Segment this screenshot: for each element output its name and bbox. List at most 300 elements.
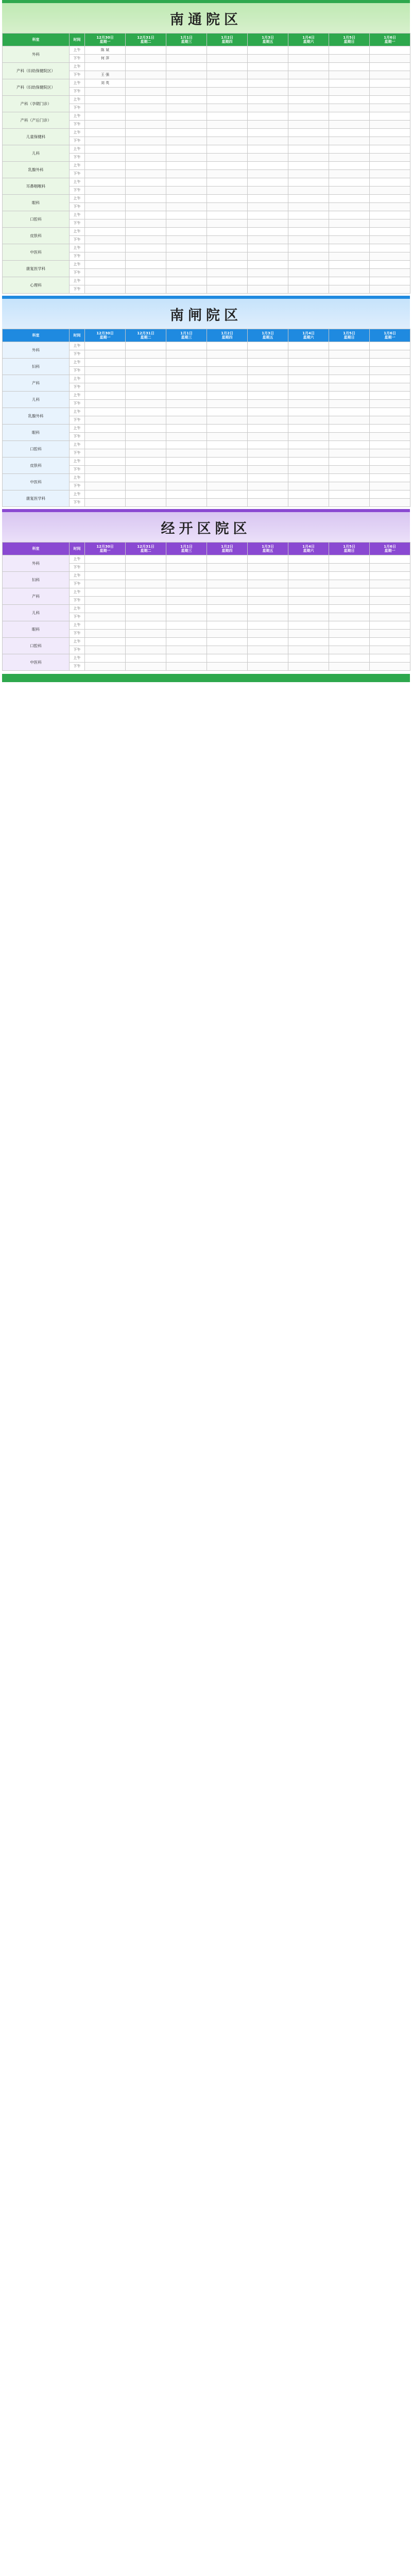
doctor-cell [207, 79, 248, 88]
doctor-cell [166, 145, 207, 154]
doctor-cell [207, 588, 248, 597]
header-date [288, 329, 329, 342]
doctor-cell [126, 416, 166, 425]
session-cell: 上午 [70, 96, 85, 104]
header-date-text: 1月1日 [180, 544, 193, 549]
doctor-cell [288, 203, 329, 211]
doctor-cell [370, 605, 410, 613]
doctor-cell [248, 564, 288, 572]
doctor-cell [207, 178, 248, 187]
doctor-cell [207, 162, 248, 170]
doctor-cell [166, 228, 207, 236]
doctor-cell [85, 375, 126, 383]
doctor-cell [329, 244, 370, 252]
doctor-cell [370, 425, 410, 433]
table-row [3, 654, 410, 663]
doctor-cell [370, 129, 410, 137]
doctor-cell [288, 170, 329, 178]
doctor-cell [329, 88, 370, 96]
doctor-cell [370, 88, 410, 96]
doctor-cell [370, 269, 410, 277]
doctor-cell [126, 572, 166, 580]
doctor-cell [248, 499, 288, 507]
doctor-cell [166, 654, 207, 663]
doctor-cell [166, 555, 207, 564]
doctor-cell [207, 367, 248, 375]
session-cell: 下午 [70, 236, 85, 244]
doctor-cell [248, 137, 288, 145]
doctor-cell [166, 170, 207, 178]
doctor-cell [126, 580, 166, 588]
doctor-cell [288, 433, 329, 441]
session-cell: 上午 [70, 261, 85, 269]
doctor-cell [85, 96, 126, 104]
doctor-cell [248, 613, 288, 621]
dept-cell: 儿童保健科 [3, 129, 70, 145]
doctor-cell [329, 203, 370, 211]
doctor-cell [288, 449, 329, 457]
session-cell: 下午 [70, 564, 85, 572]
doctor-cell [166, 621, 207, 630]
doctor-cell [288, 646, 329, 654]
doctor-cell [370, 646, 410, 654]
doctor-cell [329, 400, 370, 408]
doctor-cell [288, 121, 329, 129]
header-date-text: 1月5日 [343, 544, 355, 549]
doctor-cell [370, 252, 410, 261]
session-cell: 上午 [70, 178, 85, 187]
doctor-cell [329, 46, 370, 55]
doctor-cell [370, 79, 410, 88]
doctor-cell [288, 277, 329, 285]
doctor-cell [329, 228, 370, 236]
header-session: 时间 [70, 33, 85, 46]
doctor-cell [329, 621, 370, 630]
doctor-cell [166, 129, 207, 137]
doctor-cell [329, 211, 370, 219]
doctor-cell [288, 482, 329, 490]
doctor-cell [248, 277, 288, 285]
session-cell: 下午 [70, 55, 85, 63]
doctor-cell [370, 285, 410, 294]
doctor-cell [126, 170, 166, 178]
doctor-cell [85, 195, 126, 203]
header-weekday-text: 星期日 [344, 40, 355, 44]
doctor-cell [85, 613, 126, 621]
table-row [3, 211, 410, 219]
doctor-cell [166, 285, 207, 294]
doctor-cell [329, 285, 370, 294]
header-date [288, 33, 329, 46]
doctor-cell [126, 46, 166, 55]
doctor-cell [370, 572, 410, 580]
doctor-cell [85, 236, 126, 244]
session-cell: 上午 [70, 228, 85, 236]
table-row [3, 261, 410, 269]
doctor-cell [85, 383, 126, 392]
doctor-cell [207, 392, 248, 400]
doctor-cell [288, 162, 329, 170]
header-date [329, 329, 370, 342]
doctor-cell [85, 663, 126, 671]
session-cell: 上午 [70, 342, 85, 350]
doctor-cell [126, 244, 166, 252]
table-row [3, 555, 410, 564]
doctor-cell [166, 613, 207, 621]
table-row [3, 392, 410, 400]
doctor-cell [248, 228, 288, 236]
doctor-cell [370, 597, 410, 605]
doctor-cell [370, 499, 410, 507]
doctor-cell [370, 187, 410, 195]
doctor-cell [126, 285, 166, 294]
doctor-cell [370, 449, 410, 457]
doctor-cell [370, 170, 410, 178]
dept-cell: 儿科 [3, 392, 70, 408]
doctor-cell [85, 638, 126, 646]
doctor-cell [85, 433, 126, 441]
doctor-cell [329, 55, 370, 63]
doctor-cell [207, 261, 248, 269]
dept-cell: 皮肤科 [3, 228, 70, 244]
header-date [166, 329, 207, 342]
header-weekday-text: 星期二 [140, 335, 151, 340]
doctor-cell [248, 129, 288, 137]
table-row [3, 621, 410, 630]
doctor-cell [288, 392, 329, 400]
doctor-cell [248, 154, 288, 162]
doctor-cell [126, 646, 166, 654]
doctor-cell [126, 499, 166, 507]
doctor-cell [288, 383, 329, 392]
doctor-cell [288, 605, 329, 613]
doctor-cell [329, 71, 370, 79]
doctor-cell [329, 342, 370, 350]
doctor-cell [207, 236, 248, 244]
doctor-cell [370, 63, 410, 71]
doctor-cell [288, 342, 329, 350]
dept-cell: 产科（产后门诊） [3, 112, 70, 129]
header-date-text: 12月30日 [96, 35, 114, 40]
doctor-cell [85, 342, 126, 350]
doctor-cell [288, 408, 329, 416]
doctor-cell [126, 145, 166, 154]
doctor-cell [248, 466, 288, 474]
session-cell: 下午 [70, 252, 85, 261]
doctor-cell [370, 400, 410, 408]
doctor-cell [85, 555, 126, 564]
doctor-cell [166, 638, 207, 646]
doctor-cell [85, 178, 126, 187]
doctor-cell [166, 342, 207, 350]
doctor-cell [207, 112, 248, 121]
doctor-cell [329, 654, 370, 663]
session-cell: 下午 [70, 71, 85, 79]
doctor-cell [166, 137, 207, 145]
doctor-cell [126, 449, 166, 457]
doctor-cell [126, 383, 166, 392]
doctor-cell [370, 104, 410, 112]
doctor-cell [370, 55, 410, 63]
header-date [329, 543, 370, 555]
doctor-cell [288, 178, 329, 187]
doctor-cell [288, 145, 329, 154]
header-weekday-text: 星期一 [99, 549, 111, 553]
doctor-cell [248, 79, 288, 88]
header-date [126, 329, 166, 342]
doctor-cell [288, 359, 329, 367]
doctor-cell [85, 490, 126, 499]
doctor-cell [85, 162, 126, 170]
doctor-cell [85, 416, 126, 425]
doctor-cell [370, 433, 410, 441]
doctor-cell [166, 588, 207, 597]
doctor-cell [207, 621, 248, 630]
doctor-cell [370, 580, 410, 588]
doctor-cell [85, 211, 126, 219]
doctor-cell [207, 137, 248, 145]
doctor-cell [207, 564, 248, 572]
doctor-cell [329, 588, 370, 597]
doctor-cell [207, 129, 248, 137]
doctor-cell [329, 236, 370, 244]
session-cell: 下午 [70, 433, 85, 441]
doctor-cell [288, 572, 329, 580]
doctor-cell [329, 145, 370, 154]
doctor-cell [85, 457, 126, 466]
doctor-cell [248, 630, 288, 638]
doctor-cell [85, 646, 126, 654]
doctor-cell [166, 211, 207, 219]
doctor-cell [329, 597, 370, 605]
doctor-cell [166, 482, 207, 490]
doctor-cell [248, 236, 288, 244]
doctor-cell [207, 96, 248, 104]
doctor-cell [207, 88, 248, 96]
doctor-cell [370, 416, 410, 425]
doctor-cell [207, 408, 248, 416]
doctor-cell [288, 441, 329, 449]
doctor-cell [126, 342, 166, 350]
session-cell: 上午 [70, 588, 85, 597]
doctor-cell [370, 350, 410, 359]
doctor-cell [248, 112, 288, 121]
session-cell: 下午 [70, 383, 85, 392]
table-row [3, 112, 410, 121]
doctor-cell [166, 236, 207, 244]
doctor-cell [288, 564, 329, 572]
header-weekday-text: 星期三 [181, 40, 192, 44]
session-cell: 上午 [70, 408, 85, 416]
doctor-cell [248, 63, 288, 71]
header-weekday-text: 星期一 [384, 335, 396, 340]
doctor-cell [126, 425, 166, 433]
header-weekday-text: 星期一 [99, 40, 111, 44]
doctor-cell [207, 154, 248, 162]
doctor-cell [166, 605, 207, 613]
table-row [3, 46, 410, 55]
doctor-cell [329, 572, 370, 580]
session-cell: 下午 [70, 482, 85, 490]
header-weekday-text: 星期五 [262, 40, 273, 44]
doctor-cell [207, 425, 248, 433]
doctor-cell [248, 654, 288, 663]
schedule-table [2, 542, 410, 671]
doctor-cell [85, 499, 126, 507]
doctor-cell [329, 375, 370, 383]
doctor-cell [329, 261, 370, 269]
doctor-cell [126, 79, 166, 88]
doctor-cell [166, 499, 207, 507]
header-date-text: 1月3日 [262, 35, 274, 40]
header-dept: 科室 [3, 33, 70, 46]
doctor-cell [207, 383, 248, 392]
doctor-cell [126, 269, 166, 277]
header-date-text: 1月2日 [221, 35, 233, 40]
session-cell: 上午 [70, 112, 85, 121]
dept-cell: 中医科 [3, 654, 70, 671]
doctor-cell [288, 400, 329, 408]
doctor-cell [370, 408, 410, 416]
session-cell: 上午 [70, 63, 85, 71]
header-date-text: 12月31日 [137, 331, 154, 335]
doctor-cell [248, 178, 288, 187]
session-cell: 下午 [70, 219, 85, 228]
header-weekday-text: 星期二 [140, 40, 151, 44]
doctor-cell [207, 441, 248, 449]
doctor-cell [166, 154, 207, 162]
dept-cell: 耳鼻咽喉科 [3, 178, 70, 195]
doctor-cell [370, 145, 410, 154]
table-row [3, 244, 410, 252]
doctor-cell [329, 474, 370, 482]
session-cell: 下午 [70, 580, 85, 588]
doctor-cell [166, 564, 207, 572]
doctor-cell [126, 137, 166, 145]
header-date-text: 1月6日 [384, 544, 396, 549]
header-weekday-text: 星期三 [181, 335, 192, 340]
session-cell: 下午 [70, 350, 85, 359]
doctor-cell [85, 466, 126, 474]
doctor-cell [329, 457, 370, 466]
header-date [85, 33, 126, 46]
doctor-cell [370, 482, 410, 490]
header-weekday-text: 星期三 [181, 549, 192, 553]
doctor-cell [329, 646, 370, 654]
doctor-cell [126, 162, 166, 170]
doctor-cell [248, 646, 288, 654]
doctor-cell [207, 71, 248, 79]
doctor-cell [370, 71, 410, 79]
doctor-cell [329, 425, 370, 433]
doctor-cell [248, 203, 288, 211]
doctor-cell [126, 55, 166, 63]
doctor-cell [370, 162, 410, 170]
doctor-cell [288, 137, 329, 145]
session-cell: 下午 [70, 400, 85, 408]
footer-bar [2, 674, 410, 682]
doctor-cell [329, 441, 370, 449]
doctor-cell [329, 252, 370, 261]
doctor-cell [248, 350, 288, 359]
doctor-cell [248, 261, 288, 269]
doctor-cell [207, 580, 248, 588]
doctor-cell [166, 425, 207, 433]
header-date [166, 543, 207, 555]
doctor-cell [248, 170, 288, 178]
doctor-cell [207, 219, 248, 228]
header-weekday-text: 星期日 [344, 335, 355, 340]
doctor-cell [329, 367, 370, 375]
table-row [3, 572, 410, 580]
doctor-cell [288, 96, 329, 104]
doctor-cell [248, 621, 288, 630]
doctor-cell [370, 359, 410, 367]
doctor-cell [248, 392, 288, 400]
doctor-cell [126, 187, 166, 195]
doctor-cell [370, 457, 410, 466]
doctor-cell [126, 408, 166, 416]
header-weekday-text: 星期日 [344, 549, 355, 553]
header-weekday-text: 星期四 [221, 549, 233, 553]
doctor-cell [370, 490, 410, 499]
doctor-cell [85, 605, 126, 613]
doctor-cell [85, 425, 126, 433]
session-cell: 上午 [70, 79, 85, 88]
doctor-cell [126, 211, 166, 219]
header-weekday-text: 星期六 [303, 549, 314, 553]
doctor-cell [126, 154, 166, 162]
doctor-cell [126, 359, 166, 367]
campus-banner: 经开区院区 [2, 509, 410, 542]
doctor-cell [207, 646, 248, 654]
doctor-cell [207, 605, 248, 613]
doctor-cell [166, 79, 207, 88]
session-cell: 上午 [70, 638, 85, 646]
doctor-cell [207, 433, 248, 441]
doctor-cell [288, 71, 329, 79]
doctor-cell [166, 112, 207, 121]
doctor-cell [166, 277, 207, 285]
table-row [3, 638, 410, 646]
doctor-cell [85, 474, 126, 482]
session-cell: 上午 [70, 145, 85, 154]
doctor-cell [126, 261, 166, 269]
doctor-cell [248, 449, 288, 457]
doctor-cell [126, 277, 166, 285]
doctor-cell [329, 96, 370, 104]
doctor-cell [288, 236, 329, 244]
doctor-cell [329, 638, 370, 646]
table-row [3, 457, 410, 466]
table-row [3, 145, 410, 154]
doctor-cell [166, 580, 207, 588]
doctor-cell [288, 129, 329, 137]
doctor-cell [288, 261, 329, 269]
doctor-cell [207, 63, 248, 71]
doctor-cell [288, 638, 329, 646]
session-cell: 上午 [70, 359, 85, 367]
doctor-cell [166, 252, 207, 261]
session-cell: 下午 [70, 170, 85, 178]
doctor-cell [288, 663, 329, 671]
doctor-cell [85, 104, 126, 112]
doctor-cell [248, 342, 288, 350]
doctor-cell [370, 112, 410, 121]
header-dept: 科室 [3, 329, 70, 342]
doctor-cell [329, 350, 370, 359]
header-date-text: 1月4日 [302, 544, 315, 549]
